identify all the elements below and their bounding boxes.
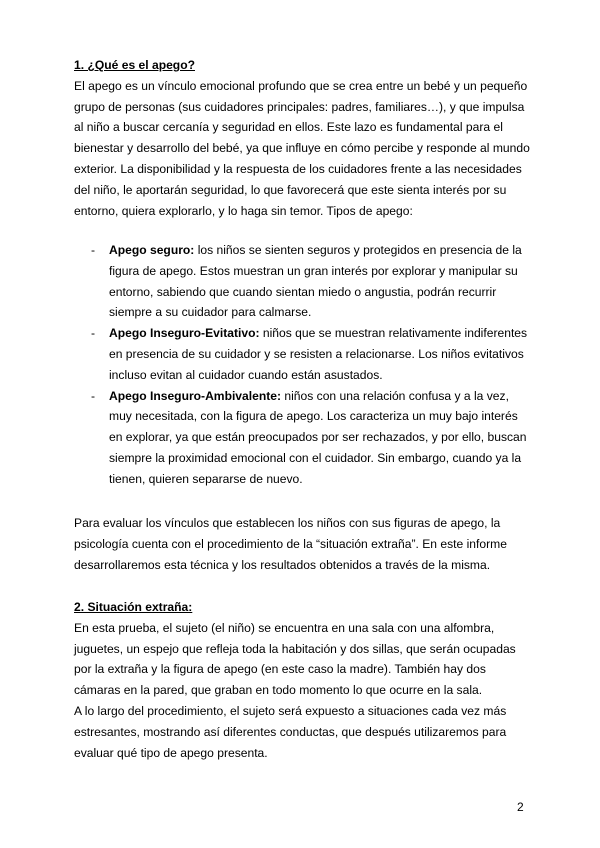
list-item xyxy=(74,323,530,385)
list-item-term: Apego Inseguro-Evitativo: xyxy=(109,326,260,341)
section-2-paragraph-2: A lo largo del procedimiento, el sujeto será expuesto a situaciones cada vez más estresantes, mostrando así diferentes conductas, que después utilizaremos para evaluar qué tipo de apego presenta. xyxy=(74,703,507,760)
list-item-text: niños con una relación confusa y a la vez, muy necesitada, con la figura de apego. Los caracteriza un muy bajo interés en explorar, ya que están preocupados por ser rechazados, y por ello, buscan siempre la proximidad emocional con el cuidador. Sin embargo, cuando ya la tienen, quieren separarse de nuevo. xyxy=(109,388,527,486)
list-item-text: los niños se sienten seguros y protegidos en presencia de la figura de apego. Estos muestran un gran interés por explorar y manipular su entorno, sabiendo que cuando sientan miedo o angustia, podrán recurrir siempre a su cuidador para calmarse. xyxy=(109,243,522,320)
section-1-closing-paragraph: Para evaluar los vínculos que establecen los niños con sus figuras de apego, la psicología cuenta con el procedimiento de la “situación extraña”. En este informe desarrollaremos esta técnica y los resultados obtenidos a través de la misma. xyxy=(74,516,507,572)
list-bullet: - xyxy=(91,243,96,257)
list-item-term: Apego seguro: xyxy=(109,243,195,257)
section-1-closing xyxy=(74,513,530,575)
list-item xyxy=(74,386,530,490)
section-1-heading: 1. ¿Qué es el apego? xyxy=(74,58,195,72)
page-number: 2 xyxy=(517,800,524,814)
section-2 xyxy=(74,597,530,763)
section-1-intro: El apego es un vínculo emocional profundo que se crea entre un bebé y un pequeño grupo de personas (sus cuidadores principales: padres, familiares…), y que impulsa al niño a buscar cercanía y seguridad en ellos. Este lazo es fundamental para el bienestar y desarrollo del bebé, ya que influye en cómo percibe y responde al mundo exterior. La disponibilidad y la respuesta de los cuidadores frente a las necesidades del niño, le aportarán seguridad, lo que favorecerá que este sienta interés por su entorno, quiera explorarlo, y lo haga sin temor. Tipos de apego: xyxy=(74,78,530,218)
section-2-paragraph-1: En esta prueba, el sujeto (el niño) se encuentra en una sala con una alfombra, juguetes, un espejo que refleja toda la habitación y dos sillas, que serán ocupadas por la extraña y la figura de apego (en este caso la madre). También hay dos cámaras en la pared, que graban en todo momento lo que ocurre en la sala. xyxy=(74,620,516,698)
section-2-heading: 2. Situación extraña: xyxy=(74,600,193,614)
list-item xyxy=(74,240,530,323)
list-bullet: - xyxy=(91,388,96,403)
list-item-text: niños que se muestran relativamente indiferentes en presencia de su cuidador y se resisten a relacionarse. Los niños evitativos incluso evitan al cuidador cuando están asustados. xyxy=(109,326,528,382)
attachment-types-list xyxy=(74,240,530,490)
list-item-term: Apego Inseguro-Ambivalente: xyxy=(109,388,282,403)
list-bullet: - xyxy=(91,326,96,341)
section-1 xyxy=(74,55,530,221)
